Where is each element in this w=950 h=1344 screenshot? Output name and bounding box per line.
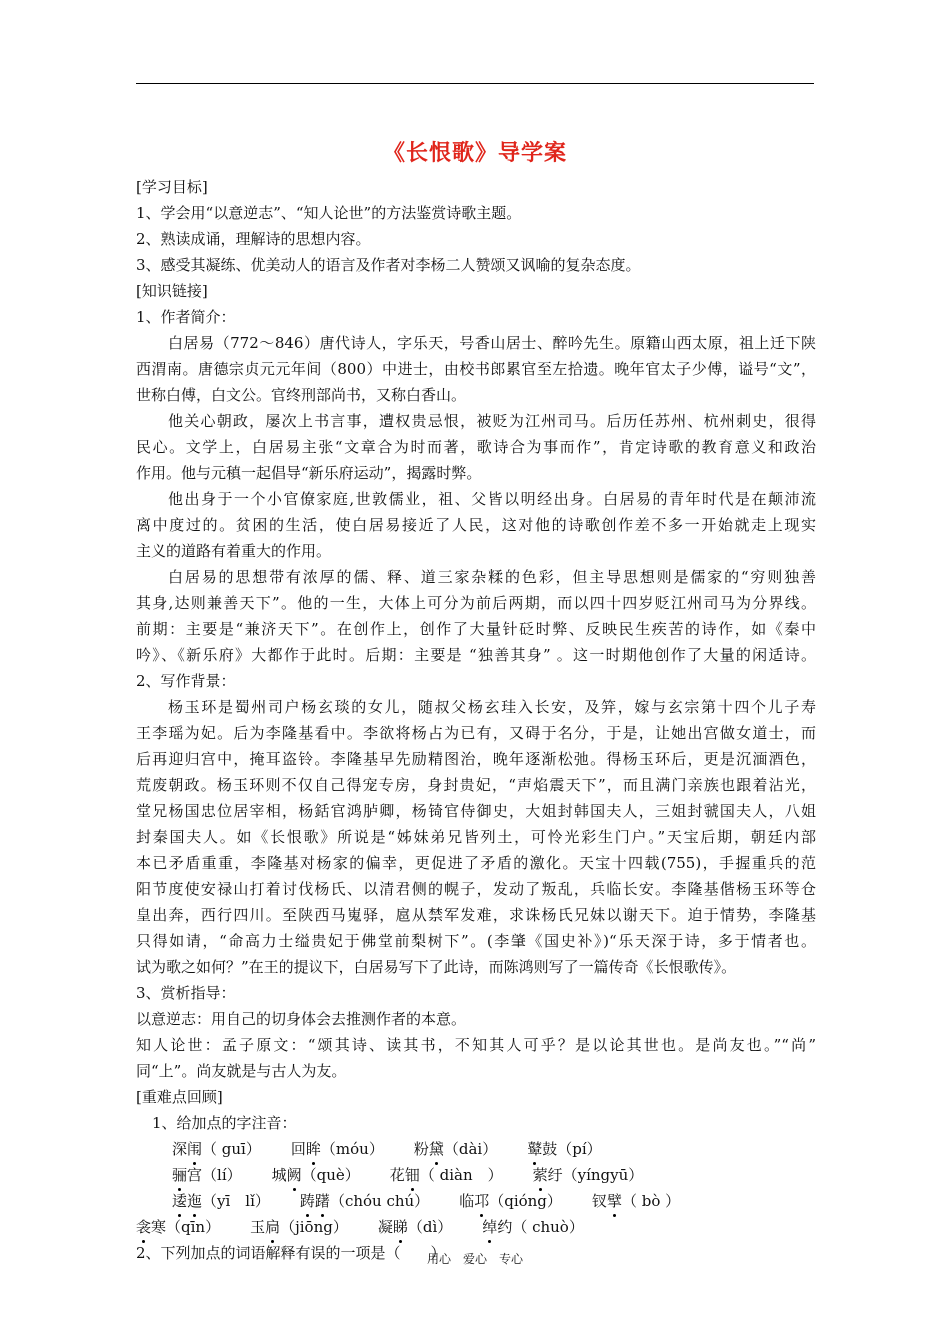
text-line: 后再迎归宫中，掩耳盗铃。李隆基早先励精图治，晚年逐渐松弛。得杨玉环后，更是沉湎酒色， <box>136 750 816 768</box>
text-line: 民心。文学上，白居易主张“文章合为时而著，歌诗合为事而作”，肯定诗歌的教育意义和政治 <box>136 438 816 456</box>
text-line: 试为歌之如何？”在王的提议下，白居易写下了此诗，而陈鸿则写了一篇传奇《长恨歌传》。 <box>136 958 737 976</box>
text-line: 王李瑶为妃。后为李隆基看中。李欲将杨占为已有，又碍于名分，于是，让她出宫做女道士，而 <box>136 724 816 742</box>
question-2: 2、下列加点的词语解释有误的一项是（ ） <box>136 1244 446 1262</box>
goal-item: 1、学会用“以意逆志”、“知人论世”的方法鉴赏诗歌主题。 <box>136 204 522 222</box>
text-line: 他出身于一个小官僚家庭,世敦儒业，祖、父皆以明经出身。白居易的青年时代是在颠沛流 <box>168 490 816 508</box>
dotted-char: 踌躇 <box>300 1192 330 1210</box>
dotted-char: 扃 <box>265 1218 280 1236</box>
section-heading: [重难点回顾] <box>136 1088 223 1106</box>
text-line: 主义的道路有着重大的作用。 <box>136 542 332 560</box>
dotted-char: 钿 <box>405 1166 420 1184</box>
dotted-char: 闱 <box>187 1140 202 1158</box>
document-body <box>136 174 816 1266</box>
dotted-char: 衾 <box>136 1218 151 1236</box>
text-line: 杨玉环是蜀州司户杨玄琰的女儿，随叔父杨玄珪入长安，及笄，嫁与玄宗第十四个儿子寿 <box>168 698 816 716</box>
pinyin-item: 城阙（què） <box>272 1166 360 1184</box>
subheading: 2、写作背景： <box>136 672 236 690</box>
text-line: 白居易的思想带有浓厚的儒、释、道三家杂糅的色彩，但主导思想则是儒家的“穷则独善 <box>168 568 816 586</box>
text-line: 他关心朝政，屡次上书言事，遭权贵忌恨，被贬为江州司马。后历任苏州、杭州刺史，很得 <box>168 412 816 430</box>
dotted-char: 骊 <box>172 1166 187 1184</box>
pinyin-item: 回眸（móu） <box>291 1140 384 1158</box>
text-line: 吟》、《新乐府》大都作于此时。后期：主要是 “独善其身” 。这一时期他创作了大量的闲适诗。 <box>136 646 816 664</box>
section-heading: [学习目标] <box>136 178 208 196</box>
pinyin-item: 衾寒（qīn） <box>136 1218 220 1236</box>
question-1: 1、给加点的字注音： <box>152 1114 297 1132</box>
text-line: 知人论世：孟子原文：“颂其诗、读其书，不知其人可乎？是以论其世也。是尚友也。”“尚” <box>136 1036 816 1054</box>
text-line: 皇出奔，西行四川。至陕西马嵬驿，扈从禁军发难，求诛杨氏兄妹以谢天下。迫于情势，李隆基 <box>136 906 816 924</box>
text-line: 只得如请，“命高力士缢贵妃于佛堂前梨树下”。(李肇《国史补》)“乐天深于诗，多于情者也。 <box>136 932 816 950</box>
pinyin-item: 萦纡（yíngyū） <box>533 1166 644 1184</box>
page-footer: 用心 爱心 专心 <box>426 1252 523 1266</box>
pinyin-item: 粉黛（dài） <box>414 1140 497 1158</box>
header-rule <box>136 83 814 84</box>
text-line: 前期：主要是“兼济天下”。在创作上，创作了大量针砭时弊、反映民生疾苦的诗作，如《秦中 <box>136 620 816 638</box>
pinyin-item: 花钿（ diàn ） <box>390 1166 503 1184</box>
text-line: 世称白傅，白文公。官终刑部尚书，又称白香山。 <box>136 386 467 404</box>
text-line: 离中度过的。贫困的生活，使白居易接近了人民，这对他的诗歌创作差不多一开始就走上现实 <box>136 516 816 534</box>
dotted-char: 睇 <box>393 1218 408 1236</box>
text-line: 作用。他与元稹一起倡导“新乐府运动”，揭露时弊。 <box>136 464 482 482</box>
text-line: 同“上”。尚友就是与古人为友。 <box>136 1062 347 1080</box>
dotted-char: 眸 <box>306 1140 321 1158</box>
page-title: 《长恨歌》导学案 <box>382 141 567 166</box>
text-line: 白居易（772～846）唐代诗人，字乐天，号香山居士、醉吟先生。原籍山西太原，祖上迁下陕 <box>168 334 816 352</box>
pinyin-item: 逶迤（yī lǐ） <box>172 1192 270 1210</box>
pinyin-item: 深闱（ guī） <box>172 1140 261 1158</box>
pinyin-row <box>136 1188 816 1214</box>
text-line: 封秦国夫人。如《长恨歌》所说是“姊妹弟兄皆列土，可怜光彩生门户。”天宝后期，朝廷内部 <box>136 828 816 846</box>
text-line: 西渭南。唐德宗贞元元年间（800）中进士，由校书郎累官至左拾遗。晚年官太子少傅，谥号“文”， <box>136 360 816 378</box>
pinyin-item: 凝睇（dì） <box>378 1218 452 1236</box>
pinyin-row <box>136 1162 816 1188</box>
text-line: 以意逆志：用自己的切身体会去推测作者的本意。 <box>136 1010 467 1028</box>
pinyin-row <box>136 1136 816 1162</box>
pinyin-item: 踌躇（chóu chú） <box>300 1192 429 1210</box>
dotted-char: 鼙 <box>527 1140 542 1158</box>
subheading: 1、作者简介： <box>136 308 236 326</box>
text-line: 阳节度使安禄山打着讨伐杨氏、以清君侧的幌子，发动了叛乱，兵临长安。李隆基偕杨玉环等仓 <box>136 880 816 898</box>
pinyin-item: 鼙鼓（pí） <box>527 1140 601 1158</box>
pinyin-item: 骊宫（lí） <box>172 1166 242 1184</box>
dotted-char: 萦 <box>533 1166 548 1184</box>
section-heading: [知识链接] <box>136 282 208 300</box>
pinyin-item: 玉扃（jiōng） <box>250 1218 348 1236</box>
dotted-char: 擘 <box>607 1192 622 1210</box>
text-line: 荒废朝政。杨玉环则不仅自己得宠专房，身封贵妃，“声焰震天下”，而且满门亲族也跟着沾光， <box>136 776 816 794</box>
text-line: 本已矛盾重重，李隆基对杨家的偏幸，更促进了矛盾的激化。天宝十四载(755)，手握重兵的范 <box>136 854 816 872</box>
pinyin-item: 临邛（qióng） <box>459 1192 562 1210</box>
pinyin-item: 绰约（ chuò） <box>482 1218 584 1236</box>
goal-item: 2、熟读成诵，理解诗的思想内容。 <box>136 230 371 248</box>
subheading: 3、赏析指导： <box>136 984 236 1002</box>
dotted-char: 阙 <box>287 1166 302 1184</box>
text-line: 堂兄杨国忠位居宰相，杨銛官鸿胪卿，杨锜官侍御史，大姐封韩国夫人，三姐封虢国夫人，八姐 <box>136 802 816 820</box>
dotted-char: 黛 <box>429 1140 444 1158</box>
goal-item: 3、感受其凝练、优美动人的语言及作者对李杨二人赞颂又讽喻的复杂态度。 <box>136 256 641 274</box>
pinyin-item: 钗擘（ bò ） <box>592 1192 680 1210</box>
dotted-char: 邛 <box>474 1192 489 1210</box>
dotted-char: 逶迤 <box>172 1192 202 1210</box>
text-line: 其身,达则兼善天下”。他的一生，大体上可分为前后两期，而以四十四岁贬江州司马为分界线。 <box>136 594 816 612</box>
dotted-char: 绰 <box>482 1218 497 1236</box>
pinyin-row <box>136 1214 816 1240</box>
